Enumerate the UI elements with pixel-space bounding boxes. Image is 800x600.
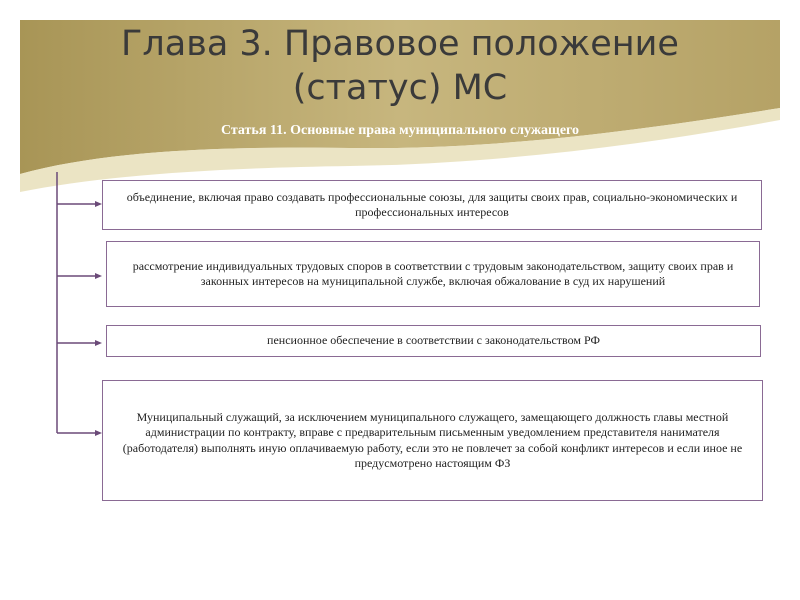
slide (20, 20, 780, 580)
right-item-text: объединение, включая право создавать профессиональные союзы, для защиты своих прав, социально-экономических и профессиональных интересов (126, 189, 738, 219)
slide-subtitle: Статья 11. Основные права муниципального служащего (220, 123, 580, 138)
right-item-box (102, 380, 763, 501)
right-item-box (106, 325, 761, 357)
title-line-2: (статус) МС (292, 68, 508, 108)
right-item-box (102, 180, 762, 230)
right-item-box (106, 241, 760, 307)
arrow-head-4 (95, 430, 102, 436)
right-item-text: рассмотрение индивидуальных трудовых споров в соответствии с трудовым законодательством, защиту своих прав и законных интересов на муниципальной службе, включая обжалование в суд их нарушений (132, 258, 734, 288)
arrow-head-1 (95, 201, 102, 207)
title-line-1: Глава 3. Правовое положение (121, 24, 679, 64)
arrow-head-2 (95, 273, 102, 279)
right-item-text: пенсионное обеспечение в соответствии с законодательством РФ (267, 333, 600, 348)
arrow-head-3 (95, 340, 102, 346)
right-item-text: Муниципальный служащий, за исключением муниципального служащего, замещающего должность главы местной администрации по контракту, вправе с предварительным письменным уведомлением представителя нанимателя (работодателя) выполнять иную оплачиваемую работу, если это не повлечет за собой конфликт интересов и если иное не предусмотрено настоящим ФЗ (122, 409, 743, 470)
